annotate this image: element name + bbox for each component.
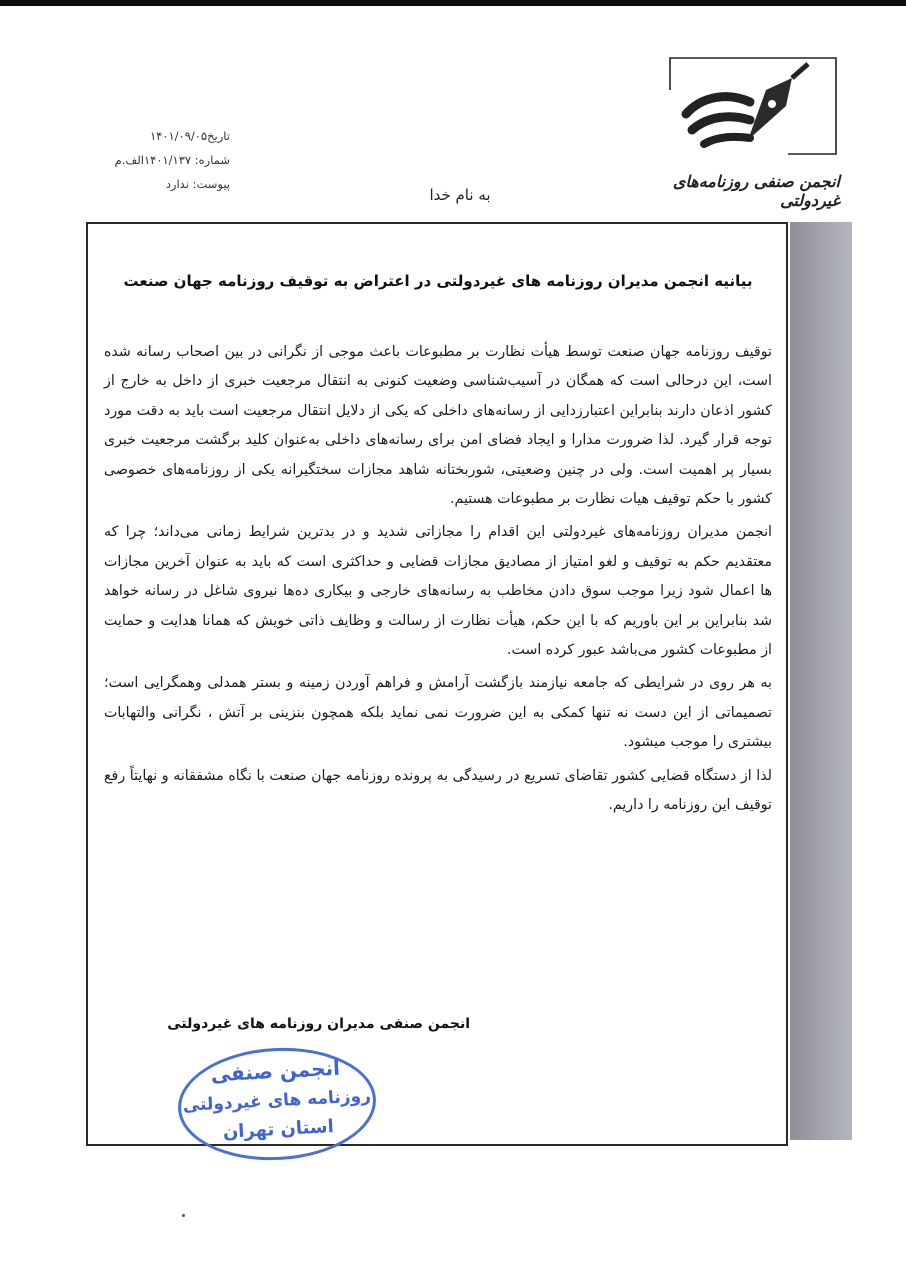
letter-meta — [100, 124, 230, 196]
stamp-line-3: استان تهران — [222, 1116, 335, 1143]
statement-body — [104, 338, 772, 825]
stamp-line-2: روزنامه های غیردولتی — [182, 1086, 372, 1116]
stamp-line-1: انجمن صنفی — [210, 1055, 341, 1087]
paragraph-2: انجمن مدیران روزنامه‌های غیردولتی این اقدام را مجازاتی شدید و در بدترین شرایط زمانی می‌داند؛ چرا که معتقدیم حکم به توقیف و لغو امتیاز از مصادیق مجازات قضایی و حداکثری است که باید به عنوان آخرین مجازات ها اعمال شود زیرا موجب سوق دادن مخاطب به رسانه‌های خارجی و بیکاری ده‌ها نیروی شاغل در رسانه خواهد شد بنابراین بر این باوریم که با این حکم، هیأت نظارت از رسالت و وظایف ذاتی خویش که همانا هدایت و حمایت از مطبوعات کشور می‌باشد عبور کرده است. — [104, 524, 772, 659]
date-line: تاریخ۱۴۰۱/۰۹/۰۵ — [149, 129, 230, 143]
org-name-header: انجمن صنفی روزنامه‌های غیردولتی — [672, 172, 840, 210]
paragraph-4: لذا از دستگاه قضایی کشور تقاضای تسریع در رسیدگی به پرونده روزنامه جهان صنعت با نگاه مشفقانه و نهایتاً رفع توقیف این روزنامه را داریم. — [104, 767, 772, 814]
paragraph-3: به هر روی در شرایطی که جامعه نیازمند بازگشت آرامش و فراهم آوردن زمینه و بستر همدلی وهمگرایی است؛ تصمیماتی از این دست نه تنها کمکی به این ضرورت نمی نماید بلکه همچون بنزینی بر آتش ، نگرانی والتهابات بیشتری را موجب میشود. — [104, 675, 772, 751]
logo — [668, 56, 838, 156]
top-scan-edge — [0, 0, 906, 6]
paragraph-1: توقیف روزنامه جهان صنعت توسط هیأت نظارت بر مطبوعات باعث موجی از نگرانی در بین اصحاب رسانه شده است، این درحالی است که همگان در آسیب‌شناسی وضعیت کنونی به انتقال مرجعیت خبری از داخل به خارج از کشور اذعان دارند بنابراین اعتبارزدایی از رسانه‌های داخلی که یکی از دلایل انتقال مرجعیت است باید به دقت مورد توجه قرار گیرد. لذا ضرورت مدارا و ایجاد فضای امن برای رسانه‌های داخلی به‌عنوان کلید برگشت مرجعیت خبری بسیار پر اهمیت است. ولی در چنین وضعیتی، شوربختانه شاهد مجازات سختگیرانه یکی از روزنامه‌های خصوصی کشور با حکم توقیف هیات نظارت بر مطبوعات هستیم. — [104, 344, 772, 508]
bename-header: به نام خدا — [429, 186, 491, 204]
side-strip — [790, 222, 852, 1140]
number-line: شماره: ۱۴۰۱/۱۳۷الف.م — [114, 153, 230, 167]
attachment-line: پیوست: ندارد — [165, 177, 230, 191]
signature: انجمن صنفی مدیران روزنامه های غیردولتی — [167, 1016, 470, 1032]
statement-title: بیانیه انجمن مدیران روزنامه های غیردولتی در اعتراض به توقیف روزنامه جهان صنعت — [123, 272, 753, 290]
scan-speck — [182, 1214, 185, 1217]
